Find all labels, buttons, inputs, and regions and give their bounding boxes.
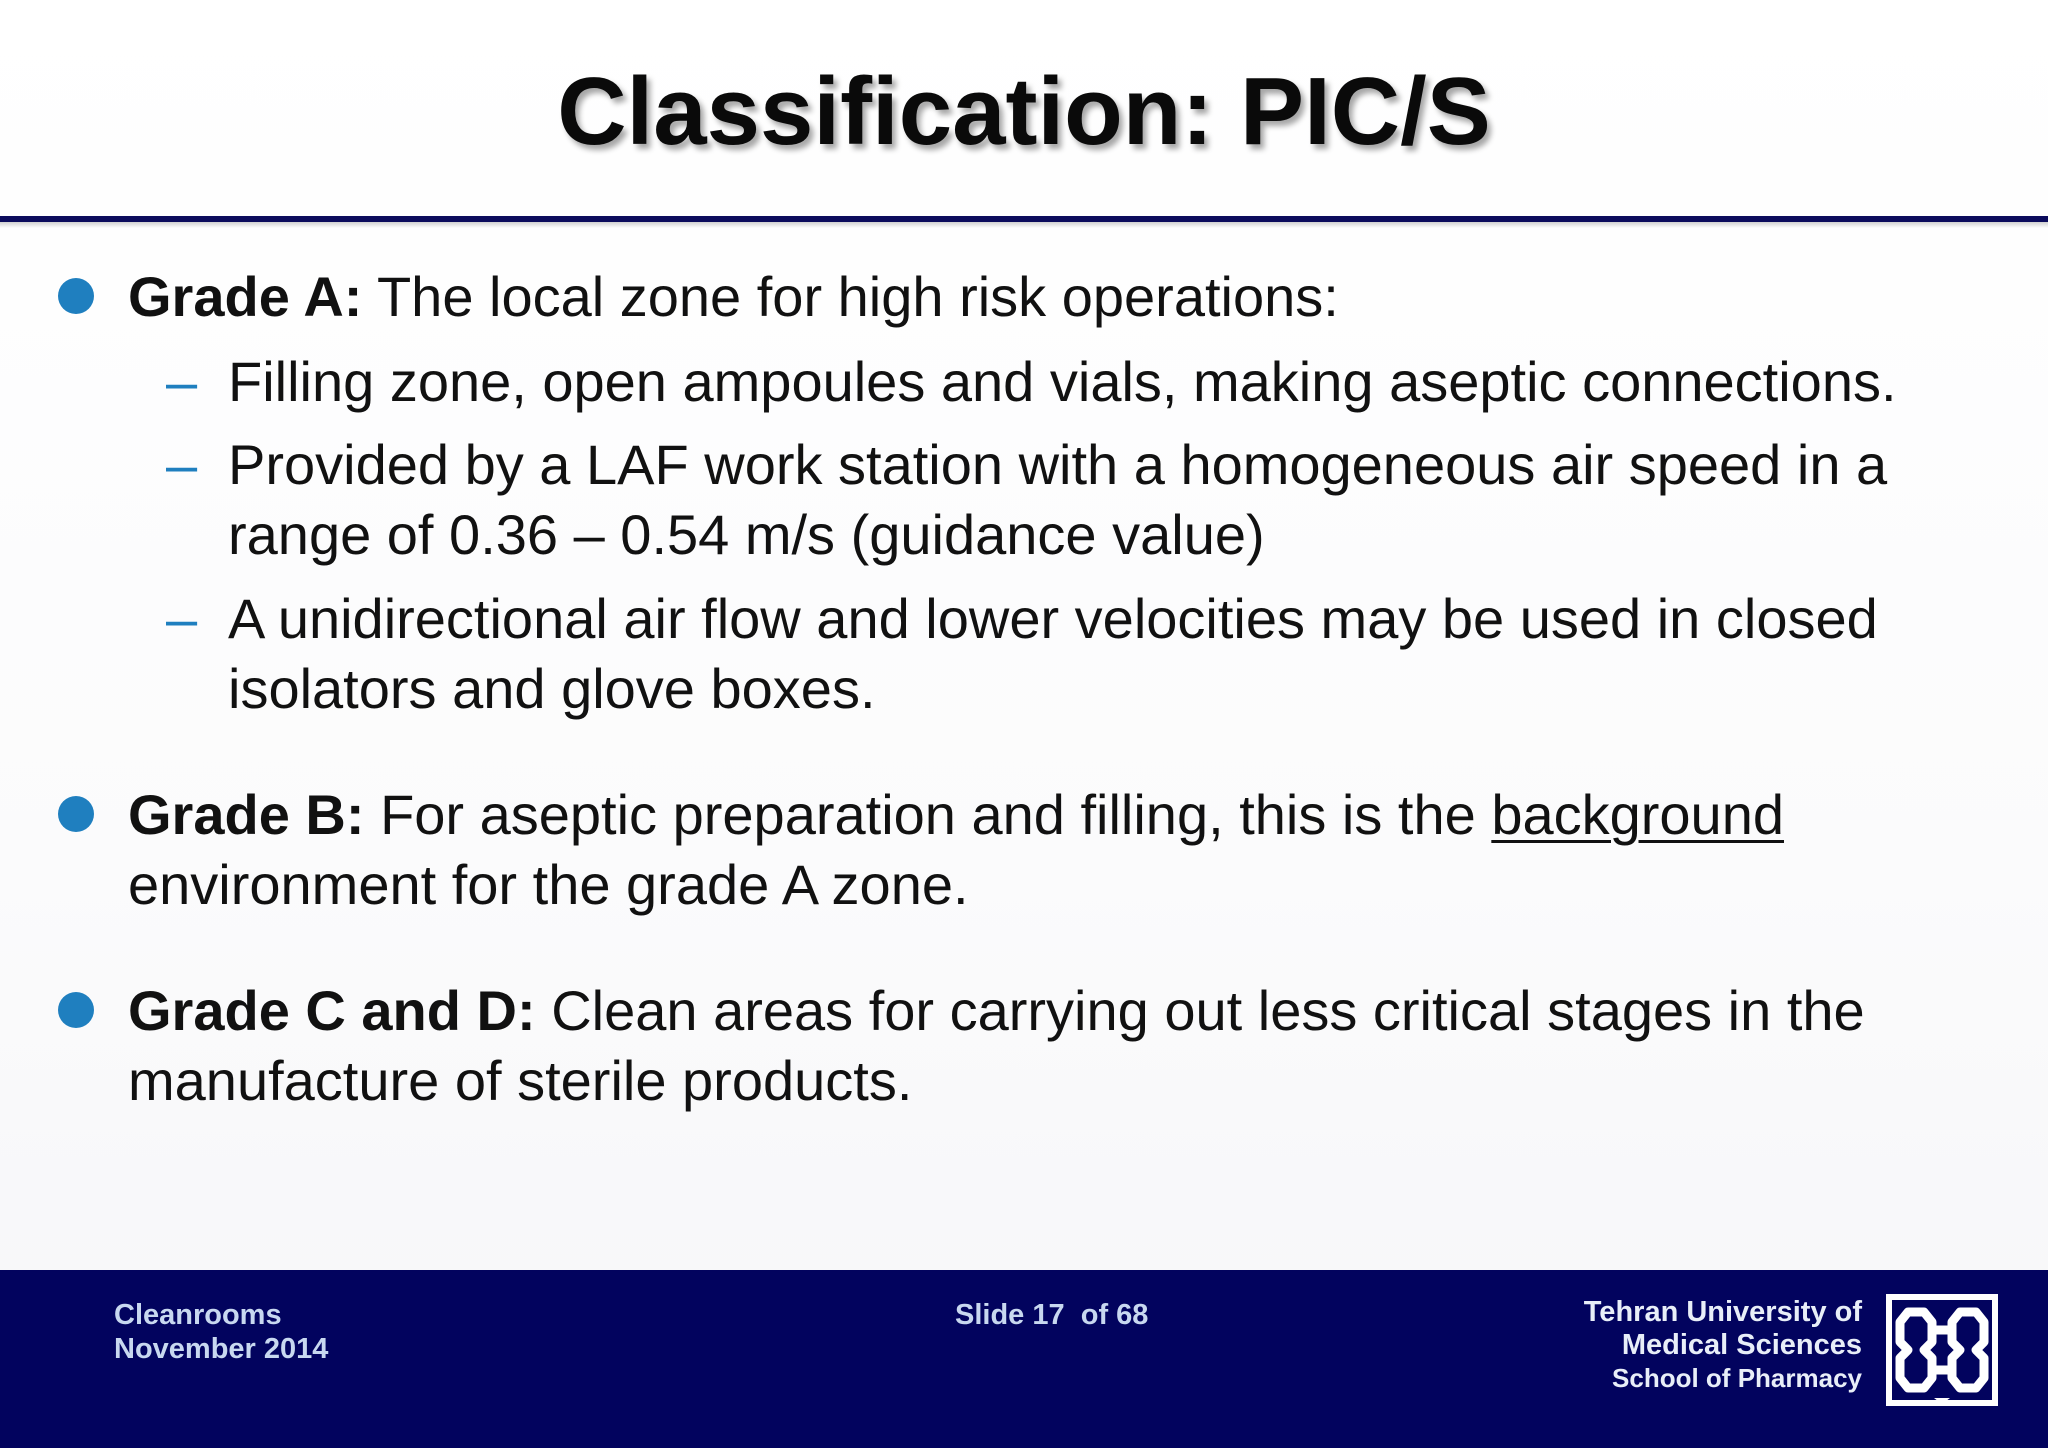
university-seal-icon [1886,1294,1998,1406]
bullet-grade-cd [128,976,1865,1046]
bullet-dot [58,278,94,314]
bullet-grade-a [128,262,1339,332]
dash-marker: – [166,433,198,496]
subitem-line: A unidirectional air flow and lower velocities may be used in closed [228,587,1878,650]
grade-a-text: The local zone for high risk operations: [376,265,1339,328]
bullet-dot [58,992,94,1028]
subitem-line: range of 0.36 – 0.54 m/s (guidance value) [228,503,1265,566]
slide-title: Classification: PIC/S [557,58,1491,165]
dash-marker: – [166,587,198,650]
subitem-line: isolators and glove boxes. [228,657,876,720]
footer-course-name: Cleanrooms [114,1299,282,1331]
underlined-word: background [1491,783,1784,846]
subitem-line: Provided by a LAF work station with a homogeneous air speed in a [228,433,1888,496]
grade-a-label: Grade A: [128,265,363,328]
bullet-dot [58,796,94,832]
grade-cd-text: Clean areas for carrying out less critical stages in the [551,979,1865,1042]
footer-university-line2: Medical Sciences [1621,1329,1862,1361]
subitem-line: Filling zone, open ampoules and vials, making aseptic connections. [228,350,1897,413]
footer-institution [1584,1296,1862,1395]
title-divider-shadow [0,222,2048,228]
grade-cd-line2: manufacture of sterile products. [128,1049,913,1112]
slide-footer [0,1270,2048,1448]
grade-b-text: For aseptic preparation and filling, this is the [380,783,1476,846]
dash-marker: – [166,350,198,413]
footer-course-info [114,1298,328,1366]
grade-cd-label: Grade C and D: [128,979,536,1042]
footer-date: November 2014 [114,1333,329,1365]
grade-b-label: Grade B: [128,783,365,846]
bullet-grade-b [128,780,1784,850]
footer-school: School of Pharmacy [1612,1363,1862,1393]
grade-b-line2: environment for the grade A zone. [128,853,969,916]
footer-university-line1: Tehran University of [1583,1296,1862,1328]
slide-number: Slide 17 of 68 [955,1299,1149,1331]
